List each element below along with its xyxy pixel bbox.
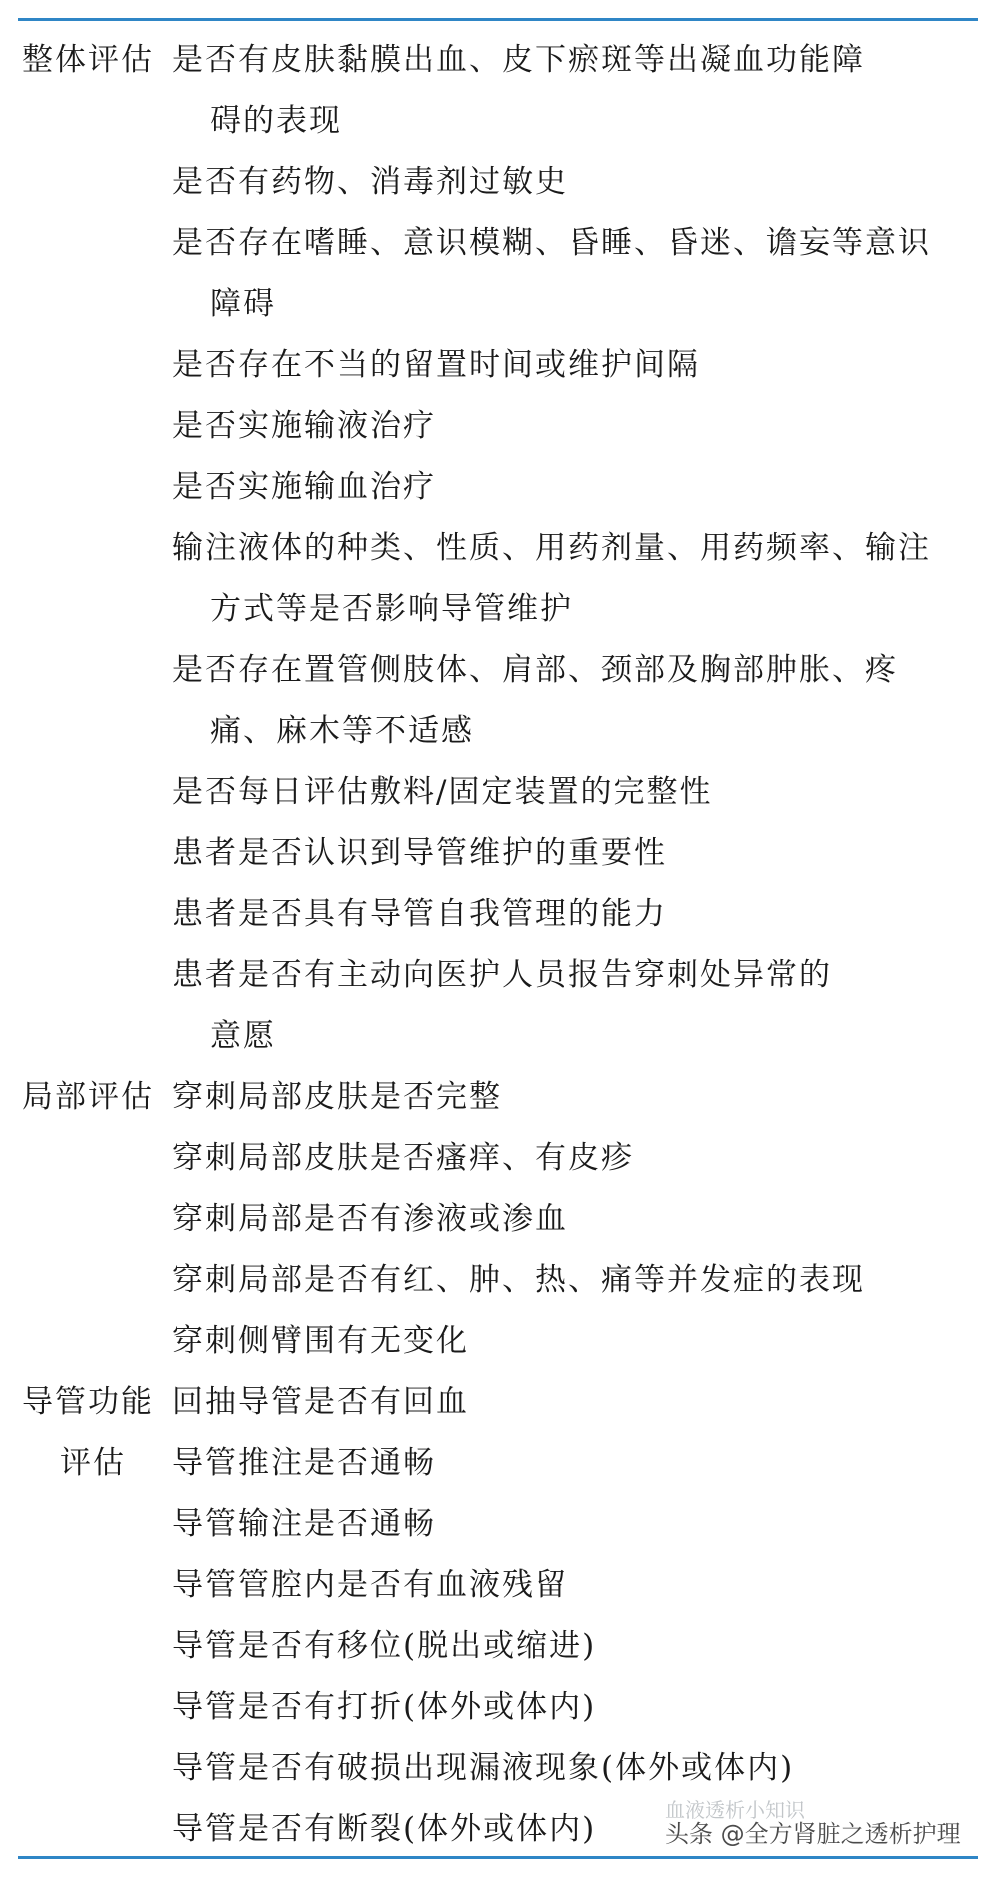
row-text-continuation: 意愿	[210, 1018, 276, 1054]
table-row	[172, 823, 977, 884]
row-text-continuation: 障碍	[210, 286, 276, 322]
table-row	[172, 884, 977, 945]
row-text: 导管管腔内是否有血液残留	[172, 1567, 568, 1603]
row-text: 是否存在不当的留置时间或维护间隔	[172, 347, 700, 383]
table-section	[0, 1067, 1001, 1372]
table-section	[0, 30, 1001, 1067]
row-text: 是否实施输液治疗	[172, 408, 436, 444]
row-text: 是否每日评估敷料/固定装置的完整性	[172, 774, 713, 810]
row-text: 患者是否认识到导管维护的重要性	[172, 835, 667, 871]
row-text: 穿刺局部是否有红、肿、热、痛等并发症的表现	[172, 1262, 865, 1298]
row-text: 患者是否有主动向医护人员报告穿刺处异常的	[172, 957, 832, 993]
row-text: 是否有药物、消毒剂过敏史	[172, 164, 568, 200]
watermark	[665, 1798, 961, 1849]
table-row	[172, 1494, 977, 1555]
table-row	[172, 640, 977, 762]
row-text-continuation: 痛、麻木等不适感	[210, 713, 474, 749]
row-text-continuation: 碍的表现	[210, 103, 342, 139]
row-text: 穿刺局部皮肤是否完整	[172, 1079, 502, 1115]
row-text: 穿刺局部皮肤是否瘙痒、有皮疹	[172, 1140, 634, 1176]
table-row	[172, 1250, 977, 1311]
section-label-line: 局部评估	[22, 1079, 154, 1115]
bottom-rule	[18, 1856, 978, 1859]
section-items	[172, 30, 1001, 1067]
row-text: 是否有皮肤黏膜出血、皮下瘀斑等出凝血功能障	[172, 42, 865, 78]
watermark-text: 头条 @全方肾脏之透析护理	[665, 1820, 961, 1848]
top-rule	[18, 18, 978, 21]
row-text: 导管是否有破损出现漏液现象(体外或体内)	[172, 1750, 795, 1786]
row-text: 导管是否有断裂(体外或体内)	[172, 1811, 597, 1847]
row-text: 穿刺局部是否有渗液或渗血	[172, 1201, 568, 1237]
table-row	[172, 396, 977, 457]
table-row	[172, 1189, 977, 1250]
row-text: 穿刺侧臂围有无变化	[172, 1323, 469, 1359]
table-row	[172, 1677, 977, 1738]
table-row	[172, 518, 977, 640]
table-row	[172, 1311, 977, 1372]
section-items	[172, 1067, 1001, 1372]
table-row	[172, 1128, 977, 1189]
table-section	[0, 1372, 1001, 1860]
row-text: 是否实施输血治疗	[172, 469, 436, 505]
section-label-line: 整体评估	[22, 42, 154, 78]
row-text: 输注液体的种类、性质、用药剂量、用药频率、输注	[172, 530, 931, 566]
table-row	[172, 335, 977, 396]
row-text: 是否存在嗜睡、意识模糊、昏睡、昏迷、谵妄等意识	[172, 225, 931, 261]
table-row	[172, 152, 977, 213]
row-text: 是否存在置管侧肢体、肩部、颈部及胸部肿胀、疼	[172, 652, 898, 688]
table-row	[172, 1433, 977, 1494]
table-row	[172, 1738, 977, 1799]
row-text: 导管推注是否通畅	[172, 1445, 436, 1481]
table-row	[172, 1372, 977, 1433]
row-text: 回抽导管是否有回血	[172, 1384, 469, 1420]
row-text-continuation: 方式等是否影响导管维护	[210, 591, 573, 627]
table-row	[172, 213, 977, 335]
section-label	[0, 1372, 172, 1494]
table-row	[172, 762, 977, 823]
table-row	[172, 1067, 977, 1128]
row-text: 患者是否具有导管自我管理的能力	[172, 896, 667, 932]
watermark-faded-text: 血液透析小知识	[665, 1798, 805, 1822]
row-text: 导管是否有打折(体外或体内)	[172, 1689, 597, 1725]
section-items	[172, 1372, 1001, 1860]
section-label-line: 导管功能	[22, 1384, 154, 1420]
assessment-table	[0, 30, 1001, 1860]
section-label	[0, 30, 172, 91]
row-text: 导管输注是否通畅	[172, 1506, 436, 1542]
section-label	[0, 1067, 172, 1128]
table-row	[172, 945, 977, 1067]
table-row	[172, 30, 977, 152]
table-row	[172, 457, 977, 518]
row-text: 导管是否有移位(脱出或缩进)	[172, 1628, 597, 1664]
table-row	[172, 1555, 977, 1616]
table-row	[172, 1616, 977, 1677]
section-label-line: 评估	[60, 1445, 126, 1481]
